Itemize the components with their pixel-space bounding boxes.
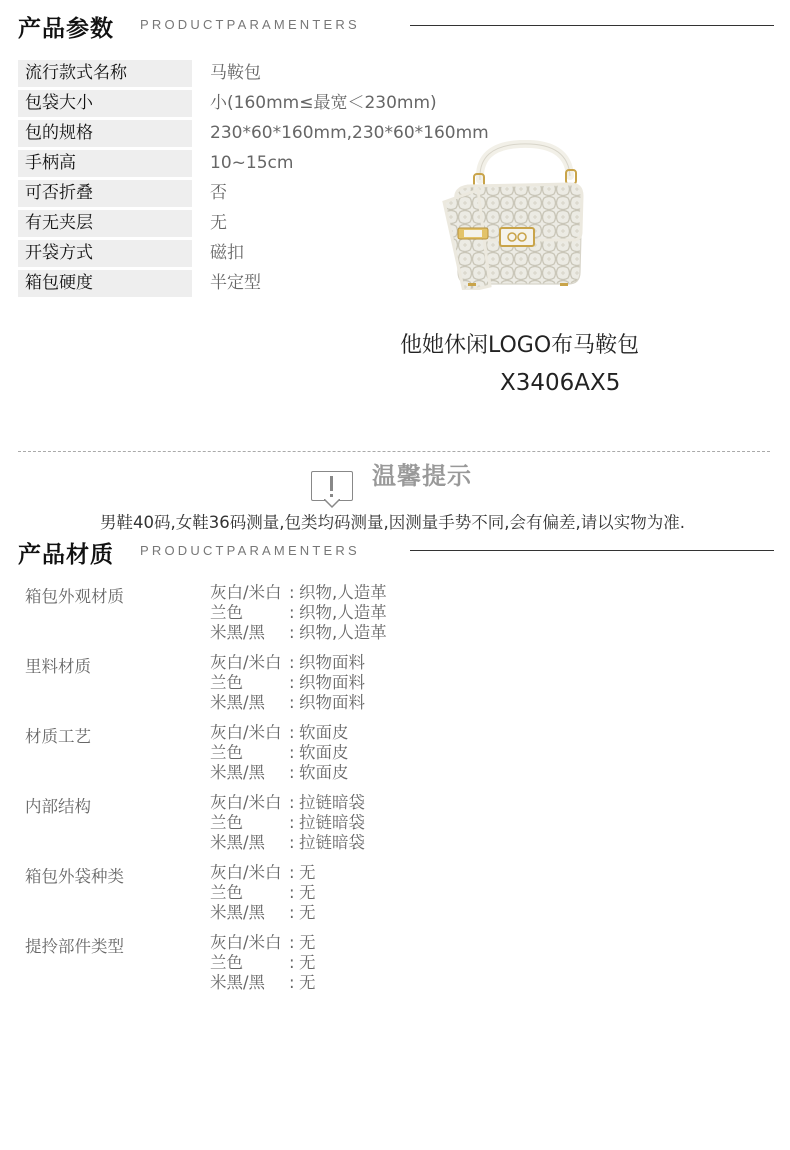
material-line — [210, 763, 349, 783]
material-color: 兰色 — [210, 673, 243, 692]
bag-product-image — [430, 140, 600, 290]
material-label: 提拎部件类型 — [25, 937, 124, 956]
material-color: 米黑/黑 — [210, 903, 266, 922]
material-color: 米黑/黑 — [210, 693, 266, 712]
material-separator: : — [289, 813, 295, 832]
material-value: 无 — [299, 863, 316, 882]
material-separator: : — [289, 743, 295, 762]
material-value: 织物面料 — [299, 693, 365, 712]
material-value: 织物,人造革 — [299, 583, 387, 602]
material-color: 米黑/黑 — [210, 973, 266, 992]
param-value: 马鞍包 — [210, 63, 261, 83]
material-value: 软面皮 — [299, 743, 349, 762]
param-label: 包的规格 — [18, 120, 192, 147]
material-separator: : — [289, 723, 295, 742]
material-separator: : — [289, 883, 295, 902]
dashed-divider — [18, 451, 770, 452]
material-color: 米黑/黑 — [210, 623, 266, 642]
material-value: 无 — [299, 883, 316, 902]
material-color: 灰白/米白 — [210, 583, 282, 602]
material-separator: : — [289, 973, 295, 992]
tip-text: 男鞋40码,女鞋36码测量,包类均码测量,因测量手势不同,会有偏差,请以实物为准. — [100, 513, 685, 532]
material-value: 织物,人造革 — [299, 603, 387, 622]
material-line — [210, 953, 316, 973]
material-line — [210, 723, 349, 743]
section-divider-line — [410, 25, 774, 26]
material-value: 织物面料 — [299, 653, 365, 672]
material-color: 灰白/米白 — [210, 933, 282, 952]
material-color: 灰白/米白 — [210, 653, 282, 672]
material-value: 拉链暗袋 — [299, 833, 365, 852]
material-value: 无 — [299, 933, 316, 952]
param-label: 包袋大小 — [18, 90, 192, 117]
section-title-materials: 产品材质 — [18, 542, 114, 568]
material-color: 兰色 — [210, 813, 243, 832]
param-value: 230*60*160mm,230*60*160mm — [210, 123, 489, 143]
material-separator: : — [289, 693, 295, 712]
material-separator: : — [289, 653, 295, 672]
material-separator: : — [289, 793, 295, 812]
material-line — [210, 883, 316, 903]
material-separator: : — [289, 763, 295, 782]
param-value: 磁扣 — [210, 243, 244, 263]
material-line — [210, 863, 316, 883]
material-line — [210, 673, 365, 693]
material-separator: : — [289, 623, 295, 642]
param-value: 半定型 — [210, 273, 261, 293]
param-label: 流行款式名称 — [18, 60, 192, 87]
material-line — [210, 793, 365, 813]
material-line — [210, 623, 387, 643]
material-line — [210, 833, 365, 853]
material-line — [210, 603, 387, 623]
product-name: 他她休闲LOGO布马鞍包 — [400, 333, 640, 358]
material-line — [210, 653, 365, 673]
param-value: 10~15cm — [210, 153, 294, 173]
material-separator: : — [289, 903, 295, 922]
material-value: 无 — [299, 953, 316, 972]
param-label: 有无夹层 — [18, 210, 192, 237]
material-line — [210, 693, 365, 713]
material-separator: : — [289, 833, 295, 852]
material-line — [210, 813, 365, 833]
exclamation-box-icon — [311, 471, 353, 501]
tip-title: 温馨提示 — [372, 462, 472, 490]
material-value: 织物面料 — [299, 673, 365, 692]
material-color: 灰白/米白 — [210, 793, 282, 812]
material-label: 材质工艺 — [25, 727, 91, 746]
material-line — [210, 933, 316, 953]
material-separator: : — [289, 603, 295, 622]
param-value: 无 — [210, 213, 227, 233]
material-separator: : — [289, 673, 295, 692]
param-value: 小(160mm≤最宽＜230mm) — [210, 93, 437, 113]
material-line — [210, 903, 316, 923]
material-line — [210, 973, 316, 993]
tip-box-pointer — [324, 499, 340, 509]
material-line — [210, 743, 349, 763]
material-color: 兰色 — [210, 953, 243, 972]
material-separator: : — [289, 953, 295, 972]
material-color: 灰白/米白 — [210, 863, 282, 882]
material-separator: : — [289, 933, 295, 952]
section-subtitle-params: PRODUCTPARAMENTERS — [140, 17, 360, 32]
material-color: 米黑/黑 — [210, 763, 266, 782]
material-color: 灰白/米白 — [210, 723, 282, 742]
material-color: 米黑/黑 — [210, 833, 266, 852]
section-divider-line — [410, 550, 774, 551]
material-value: 织物,人造革 — [299, 623, 387, 642]
product-code: X3406AX5 — [500, 370, 621, 396]
param-label: 可否折叠 — [18, 180, 192, 207]
material-value: 拉链暗袋 — [299, 813, 365, 832]
material-line — [210, 583, 387, 603]
material-color: 兰色 — [210, 883, 243, 902]
material-label: 箱包外袋种类 — [25, 867, 124, 886]
section-title-params: 产品参数 — [18, 16, 114, 42]
material-value: 无 — [299, 903, 316, 922]
material-label: 箱包外观材质 — [25, 587, 124, 606]
material-color: 兰色 — [210, 603, 243, 622]
param-value: 否 — [210, 183, 227, 203]
param-label: 手柄高 — [18, 150, 192, 177]
param-label: 开袋方式 — [18, 240, 192, 267]
material-separator: : — [289, 863, 295, 882]
material-label: 里料材质 — [25, 657, 91, 676]
material-value: 无 — [299, 973, 316, 992]
material-color: 兰色 — [210, 743, 243, 762]
param-label: 箱包硬度 — [18, 270, 192, 297]
material-value: 软面皮 — [299, 763, 349, 782]
section-subtitle-materials: PRODUCTPARAMENTERS — [140, 543, 360, 558]
material-value: 拉链暗袋 — [299, 793, 365, 812]
material-separator: : — [289, 583, 295, 602]
material-value: 软面皮 — [299, 723, 349, 742]
material-label: 内部结构 — [25, 797, 91, 816]
